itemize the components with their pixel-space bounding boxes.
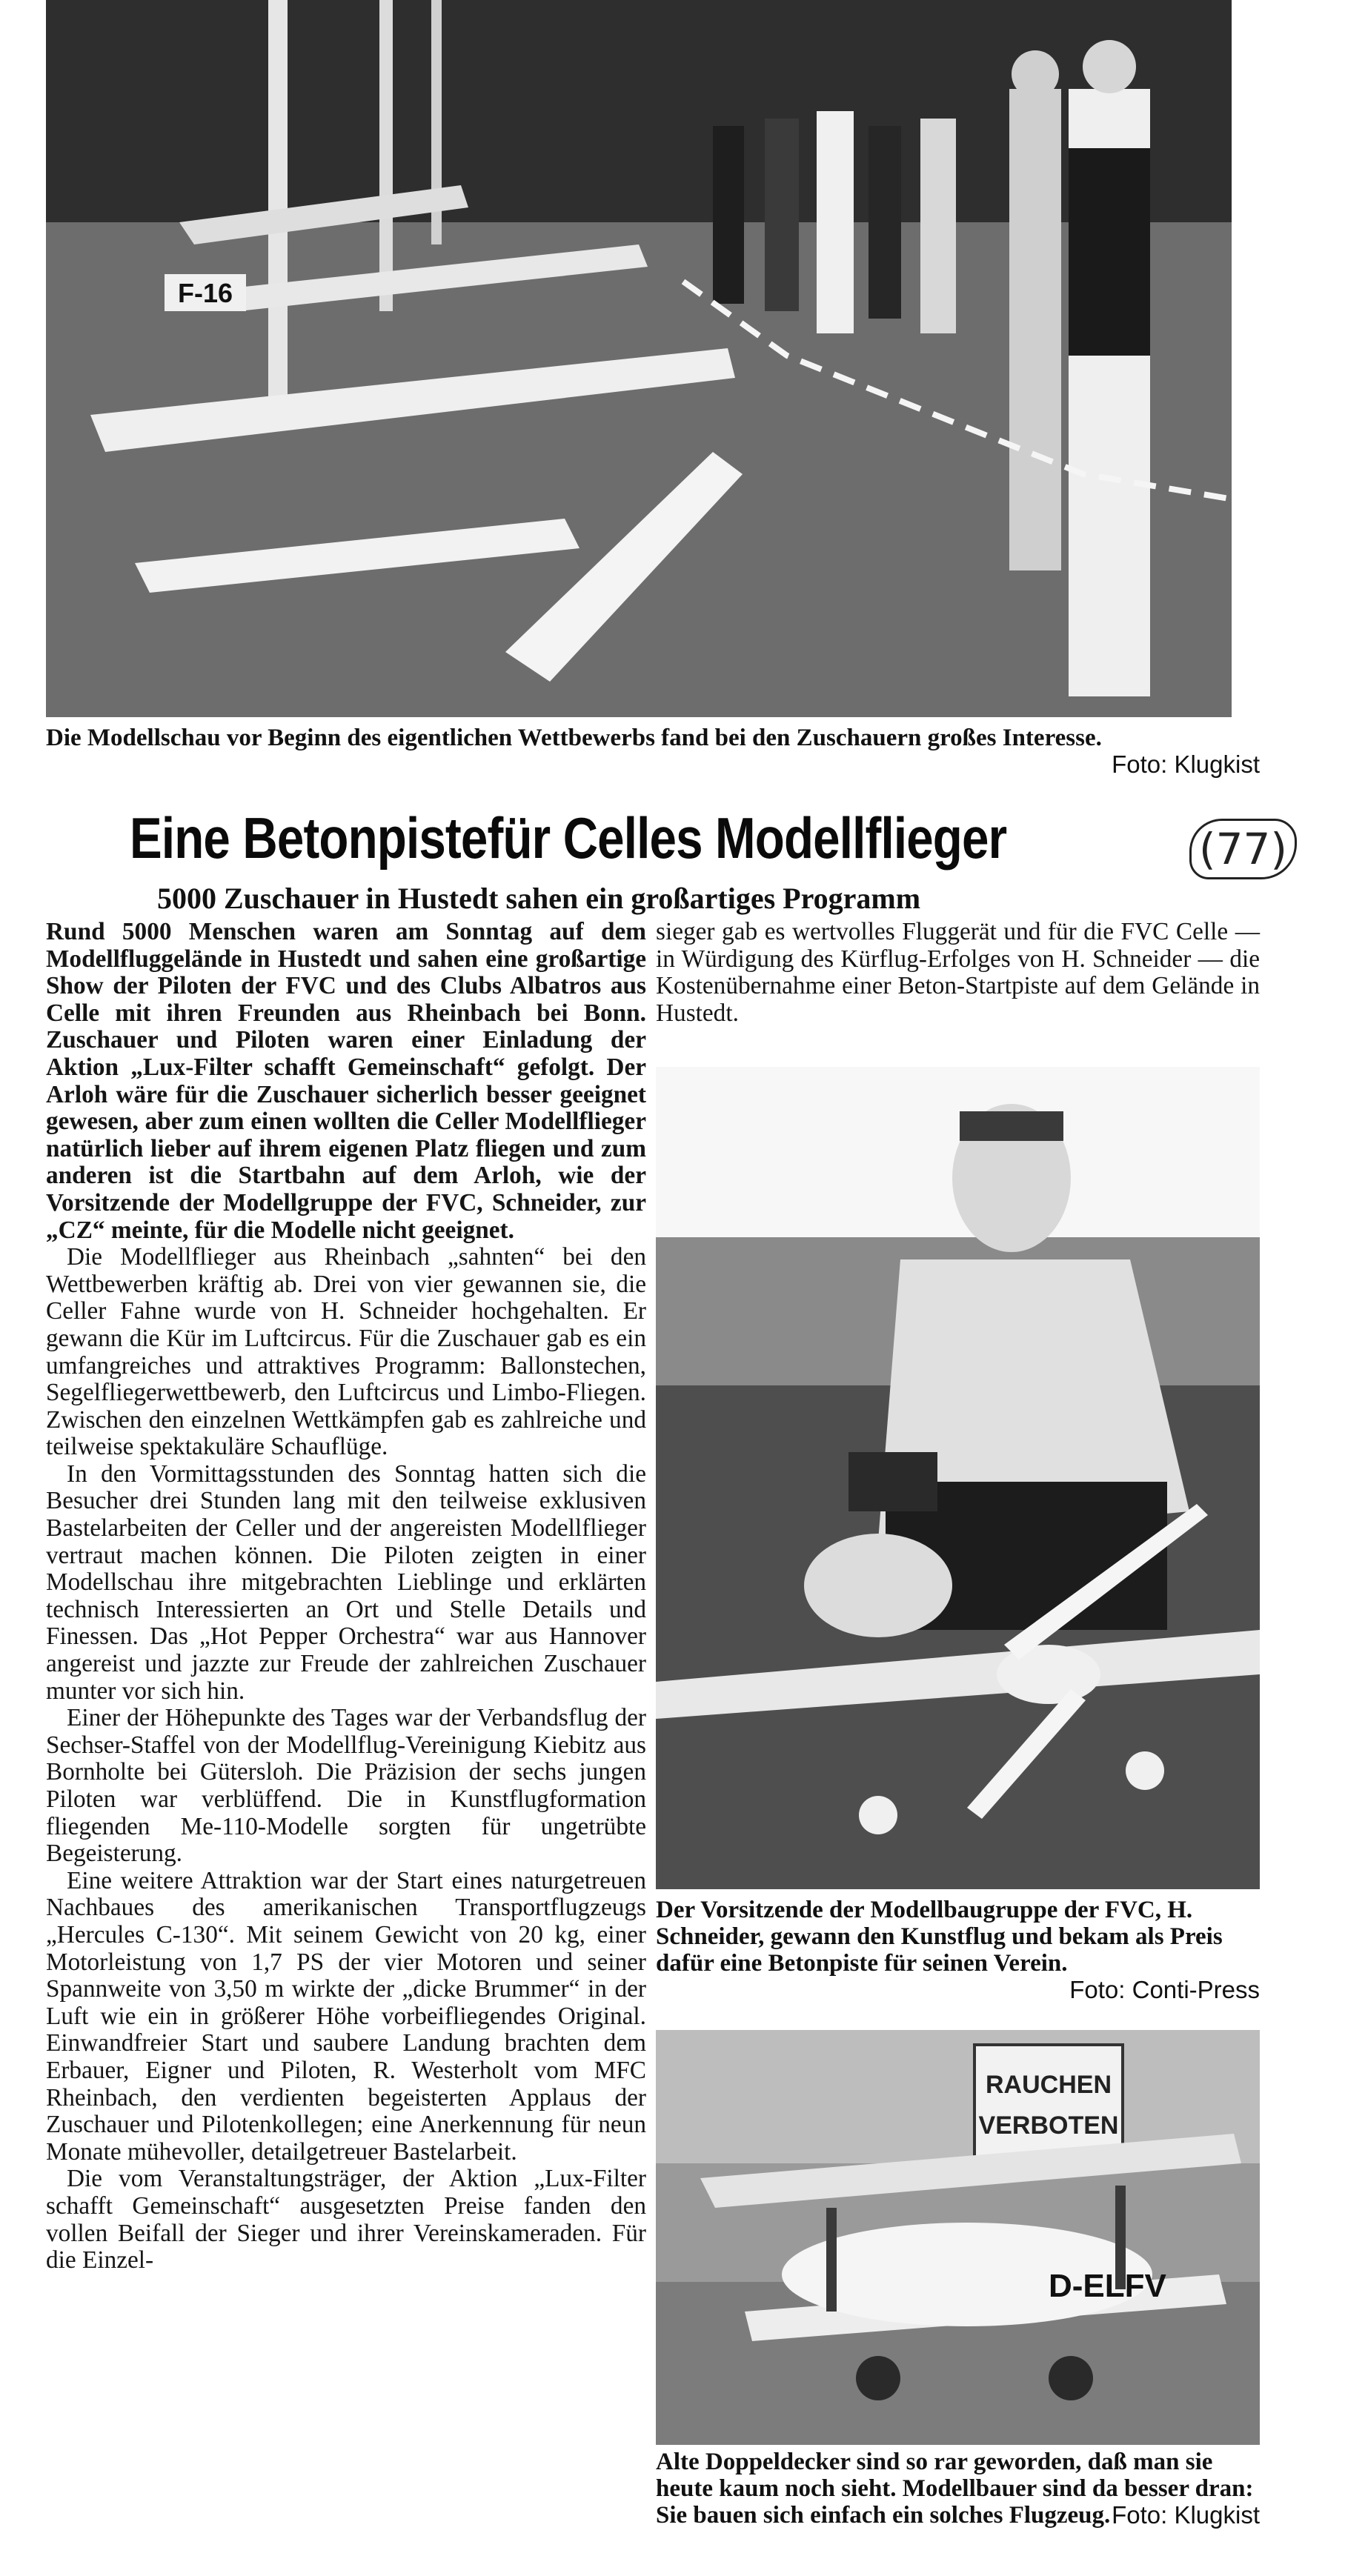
headline: Eine Betonpistefür Celles Modellflieger bbox=[130, 805, 1007, 871]
photo3-caption-text: Alte Doppeldecker sind so rar geworden, daß man sie heute kaum noch sieht. Modellbauer sind da besser dran: Sie bauen sich einfach ein solches Flugzeug. bbox=[656, 2449, 1254, 2529]
registration-label: D-ELFV bbox=[1049, 2268, 1166, 2304]
body-paragraph: sieger gab es wertvolles Fluggerät und für die FVC Celle — in Würdigung des Kürflug-Erfolges von H. Schneider — die Kostenübernahme einer Beton-Startpiste auf dem Gelände in Hustedt. bbox=[656, 918, 1260, 1027]
lead-paragraph: Rund 5000 Menschen waren am Sonntag auf dem Modellfluggelände in Hustedt und sahen eine großartige Show der Piloten der FVC und des Clubs Albatros aus Celle mit ihren Freunden aus Rheinbach bei Bonn. Zuschauer und Piloten waren einer Einladung der Aktion „Lux-Filter schafft Gemeinschaft“ gefolgt. Der Arloh wäre für die Zuschauer sicherlich besser geeignet gewesen, aber zum einen wollten die Celler Modellflieger natürlich lieber auf ihrem eigenen Platz fliegen und zum anderen ist die Startbahn auf dem Arloh, wie der Vorsitzende der Modellgruppe der FVC, Schneider, zur „CZ“ meinte, für die Modelle nicht geeignet. bbox=[46, 918, 646, 1244]
photo2-credit: Foto: Conti-Press bbox=[1069, 1976, 1260, 2003]
photo1-caption bbox=[46, 725, 1260, 778]
sign-line2: VERBOTEN bbox=[978, 2111, 1119, 2140]
model-show-image bbox=[46, 0, 1260, 717]
photo3-caption bbox=[656, 2449, 1260, 2529]
left-column bbox=[46, 919, 646, 2274]
body-paragraph: Die vom Veranstaltungsträger, der Aktion „Lux-Filter schafft Gemeinschaft“ ausgesetzten Preise fanden den vollen Beifall der Sieger und ihrer Vereinskameraden. Für die Einzel- bbox=[46, 2165, 646, 2274]
handwritten-annotation: (77) bbox=[1189, 819, 1297, 879]
right-column-text bbox=[656, 919, 1260, 1027]
body-paragraph: Eine weitere Attraktion war der Start eines naturgetreuen Nachbaues des amerikanischen Transportflugzeugs „Hercules C-130“. Mit seinem Gewicht von 20 kg, einer Motorleistung von 1,7 PS der vier Motoren und seiner Spannweite von 3,50 m wirkte der „dicke Brummer“ in der Luft wie ein in größerer Höhe vorbeifliegendes Original. Einwandfreier Start und saubere Landung brachten dem Erbauer, Eigner und Piloten, R. Westerholt vom MFC Rheinbach, den verdienten begeisterten Applaus der Zuschauer und Pilotenkollegen; eine Anerkennung für neun Monate mühevoller, detailgetreuer Bastelarbeit. bbox=[46, 1866, 646, 2166]
subheadline: 5000 Zuschauer in Hustedt sahen ein großartiges Programm bbox=[157, 882, 921, 915]
photo1-credit: Foto: Klugkist bbox=[1112, 750, 1260, 778]
body-paragraph: In den Vormittagsstunden des Sonntag hatten sich die Besucher drei Stunden lang mit den teilweise exklusiven Bastelarbeiten der Celler und der angereisten Modellflieger vertraut machen können. Die Piloten zeigten in einer Modellschau ihre mitgebrachten Lieblinge und erklärten technisch Interessierten an Ort und Stelle Details und Finessen. Das „Hot Pepper Orchestra“ war aus Hannover angereist und jazzte zur Freude der zahlreichen Zuschauer munter vor sich hin. bbox=[46, 1460, 646, 1705]
pilot-image bbox=[656, 1067, 1260, 1889]
photo-biplane bbox=[656, 2030, 1260, 2445]
tail-number-label: F-16 bbox=[178, 278, 233, 308]
photo3-credit: Foto: Klugkist bbox=[1112, 2501, 1260, 2529]
photo2-caption bbox=[656, 1897, 1260, 2003]
biplane-image bbox=[656, 2030, 1260, 2445]
body-paragraph: Einer der Höhepunkte des Tages war der Verbandsflug der Sechser-Staffel von der Modellflug-Vereinigung Kiebitz aus Bornholte bei Gütersloh. Die Präzision der sechs jungen Piloten war verblüffend. Die in Kunstflugformation fliegenden Me-110-Modelle sorgten für ungetrübte Begeisterung. bbox=[46, 1704, 646, 1868]
photo1-caption-text: Die Modellschau vor Beginn des eigentlichen Wettbewerbs fand bei den Zuschauern großes Interesse. bbox=[46, 725, 1102, 751]
photo-model-show bbox=[46, 0, 1260, 717]
sign-line1: RAUCHEN bbox=[986, 2071, 1112, 2099]
photo2-caption-text: Der Vorsitzende der Modellbaugruppe der FVC, H. Schneider, gewann den Kunstflug und bekam als Preis dafür eine Betonpiste für seinen Verein. bbox=[656, 1897, 1223, 1977]
body-paragraph: Die Modellflieger aus Rheinbach „sahnten“ bei den Wettbewerben kräftig ab. Drei von vier gewannen sie, die Celler Fahne wurde von H. Schneider hochgehalten. Er gewann die Kür im Luftcircus. Für die Zuschauer gab es ein umfangreiches und attraktives Programm: Ballonstechen, Segelfliegerwettbewerb, den Luftcircus und Limbo-Fliegen. Zwischen den einzelnen Wettkämpfen gab es zahlreiche und teilweise spektakuläre Schauflüge. bbox=[46, 1243, 646, 1461]
photo-pilot bbox=[656, 1067, 1260, 1889]
